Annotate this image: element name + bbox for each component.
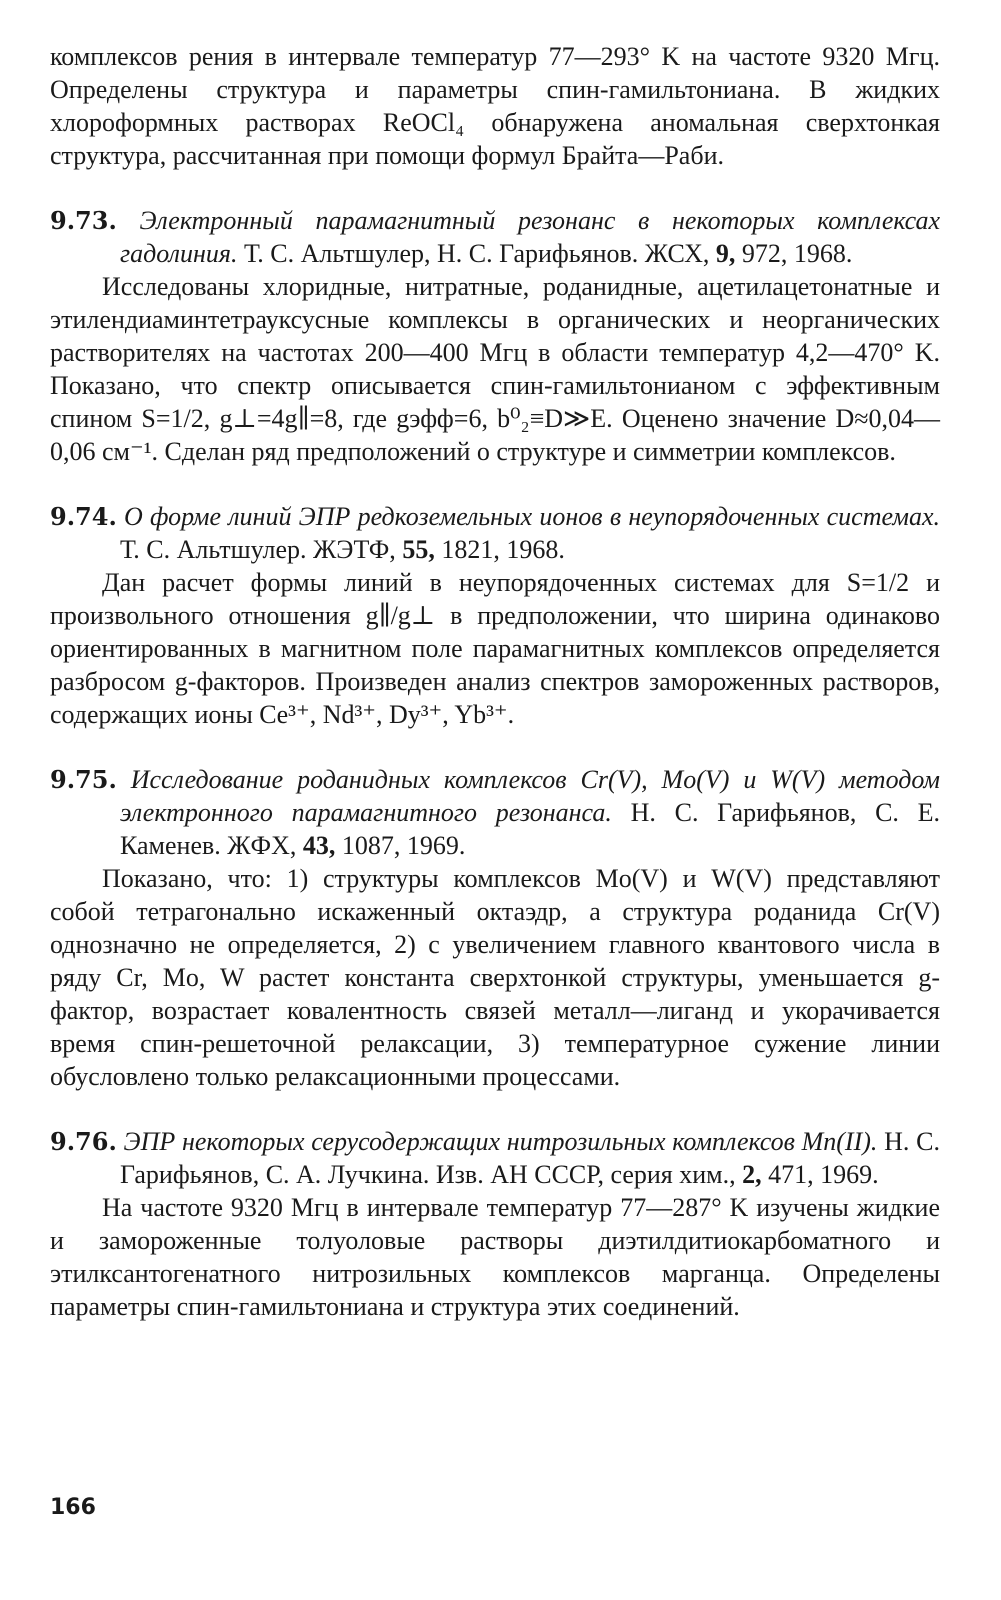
entry-title: ЭПР некоторых серусодержащих нитрозильных комплексов Mn(II). [123,1127,878,1156]
entry-pages: 1087, 1969. [341,831,466,860]
entry-number: 9.73. [50,206,117,235]
entry-pages: 1821, 1968. [441,535,565,564]
document-page [50,40,940,1323]
entry-authors: Н. С. Гарифьянов, С. Е. Каменев. [120,798,941,860]
entry-title: Электронный парамагнитный резонанс в некоторых комплексах гадолиния. [120,206,941,268]
entry-journal: ЖФХ, [227,831,297,860]
entry-authors: Т. С. Альтшулер. [120,535,307,564]
entry-abstract: Исследованы хлоридные, нитратные, роданидные, ацетилацетонатные и этилендиаминтетрауксусные комплексы в органических и неорганических растворителях на частотах 200—400 Мгц в области температур 4,2—470° K. Показано, что спектр описывается спин-гамильтонианом с эффективным спином S=1/2, g⊥=4g∥=8, где gэфф=6, b⁰₂≡D≫E. Оценено значение D≈0,04—0,06 см⁻¹. Сделан ряд предположений о структуре и симметрии комплексов. [50,272,940,466]
entry-title: Исследование роданидных комплексов Cr(V), Mo(V) и W(V) методом электронного парамагнитного резонанса. [120,765,940,827]
entry-pages: 471, 1969. [768,1160,879,1189]
entry-abstract: Дан расчет формы линий в неупорядоченных системах для S=1/2 и произвольного отношения g∥/g⊥ в предположении, что ширина одинаково ориентированных в магнитном поле парамагнитных комплексов определяется разбросом g-факторов. Произведен анализ спектров замороженных растворов, содержащих ионы Ce³⁺, Nd³⁺, Dy³⁺, Yb³⁺. [50,568,940,729]
entry-authors: Т. С. Альтшулер, Н. С. Гарифьянов. [243,239,639,268]
entry-9-76 [50,1125,940,1323]
page-number: 166 [50,1495,96,1520]
entry-pages: 972, 1968. [741,239,853,268]
entry-journal: ЖЭТФ, [313,535,396,564]
entry-volume: 55, [402,535,435,564]
entry-number: 9.75. [50,765,117,794]
entry-volume: 2, [742,1160,762,1189]
entry-9-74 [50,500,940,731]
entry-heading [50,1125,940,1191]
entry-9-73 [50,204,940,468]
intro-paragraph: комплексов рения в интервале температур 77—293° K на частоте 9320 Мгц. Определены структура и параметры спин-гамильтониана. В жидких хлороформных растворах ReOCl₄ обнаружена аномальная сверхтонкая структура, рассчитанная при помощи формул Брайта—Раби. [50,42,940,170]
entry-9-75 [50,763,940,1093]
entry-volume: 9, [715,239,736,268]
entry-abstract: На частоте 9320 Мгц в интервале температур 77—287° K изучены жидкие и замороженные толуоловые растворы диэтилдитиокарбоматного и этилксантогенатного нитрозильных комплексов марганца. Определены параметры спин-гамильтониана и структура этих соединений. [50,1193,940,1321]
entry-authors: Н. С. Гарифьянов, С. А. Лучкина. [120,1127,940,1189]
entry-journal: Изв. АН СССР, серия хим., [435,1160,736,1189]
entry-title: О форме линий ЭПР редкоземельных ионов в неупорядоченных системах. [124,502,941,531]
entry-heading [50,500,940,566]
entry-volume: 43, [302,831,336,860]
entry-number: 9.74. [50,502,117,531]
entry-number: 9.76. [50,1127,117,1156]
entry-heading [50,763,940,862]
entry-abstract: Показано, что: 1) структуры комплексов Mo(V) и W(V) представляют собой тетрагонально искаженный октаэдр, а структура роданида Cr(V) однозначно не определяется, 2) с увеличением главного квантового числа в ряду Cr, Mo, W растет константа сверхтонкой структуры, уменьшается g-фактор, возрастает ковалентность связей металл—лиганд и укорачивается время спин-решеточной релаксации, 3) температурное сужение линии обусловлено только релаксационными процессами. [50,864,940,1091]
entry-heading [50,204,940,270]
entry-journal: ЖСХ, [644,239,710,268]
